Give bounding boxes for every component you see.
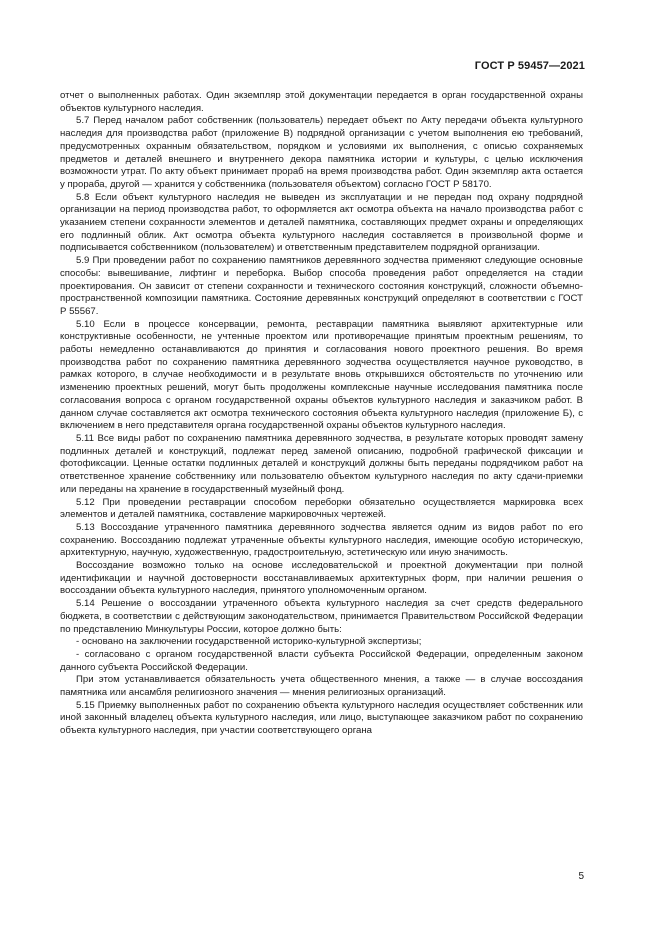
document-body [60,90,583,738]
paragraph-5-8: 5.8 Если объект культурного наследия не выведен из эксплуатации и не передан под охрану подрядной организации на период производства работ, то оформляется акт осмотра объекта на начало производства работ с указанием степени сохранности элементов и деталей памятника, составляющих предмет охраны и определяющих его подлинный облик. Акт осмотра объекта культурного наследия составляется в произвольной форме и подписывается собственником (пользователем) и ответственным представителем подрядной организации. [60,191,583,254]
paragraph-5-10: 5.10 Если в процессе консервации, ремонта, реставрации памятника выявляют архитектурные или конструктивные особенности, не учтенные проектом или противоречащие принятым проектным решениям, то работы немедленно останавливаются до принятия и согласования нового проектного решения. Во время производства работ по сохранению памятника деревянного зодчества осуществляется научное руководство, в рамках которого, в случае необходимости и в результате вновь открывшихся обстоятельств по уточнению или изменению проектных решений, могут быть продолжены комплексные научные исследования памятника после согласования вопроса с органом государственной охраны объектов культурного наследия и заказчиком работ. В данном случае составляется акт осмотра технического состояния объекта культурного наследия (приложение Б), с включением в него представителя органа государственной охраны объектов культурного наследия. [60,318,583,432]
paragraph-5-9: 5.9 При проведении работ по сохранению памятников деревянного зодчества применяют следующие основные способы: вывешивание, лифтинг и переборка. Выбор способа проведения работ определяется на стадии проектирования. Он зависит от степени сохранности и технического состояния конструкций, сложности объемно-пространственной композиции памятника. Состояние деревянных конструкций определяют в соответствии с ГОСТ Р 55567. [60,255,583,317]
paragraph-5-7: 5.7 Перед началом работ собственник (пользователь) передает объект по Акту передачи объекта культурного наследия для производства работ (приложение В) подрядной организации с учетом выполнения ею требований, предусмотренных охранным обязательством, порядком и условиями их выполнения, с описью сохраняемых предметов и деталей внешнего и внутреннего декора памятника истории и культуры, с целью исключения возможности утрат. По акту объект принимает прораб на время производства работ. Один экземпляр акта остается у прораба, другой — хранится у собственника (пользователя объектом) согласно ГОСТ Р 58170. [60,115,583,190]
list-item-expertise: - основано на заключении государственной историко-культурной экспертизы; [76,636,422,648]
paragraph-5-13: 5.13 Воссоздание утраченного памятника деревянного зодчества является одним из видов работ по его сохранению. Воссозданию подлежат утраченные объекты культурного наследия, имеющие особую историческую, архитектурную, научную, художественную, градостроительную, эстетическую или иную значимость. [60,521,583,559]
paragraph-5-13-recreation: Воссоздание возможно только на основе исследовательской и проектной документации при полной идентификации и научной достоверности восстанавливаемых архитектурных форм, при наличии решения о воссоздании объекта культурного наследия, принятого уполномоченным органом. [60,560,583,597]
paragraph-5-12: 5.12 При проведении реставрации способом переборки обязательно осуществляется маркировка всех элементов и деталей памятника, составление маркировочных чертежей. [60,496,583,521]
list-item-agreement: - согласовано с органом государственной власти субъекта Российской Федерации, определенным законом данного субъекта Российской Федерации. [60,648,583,673]
paragraph-5-15: 5.15 Приемку выполненных работ по сохранению объекта культурного наследия осуществляет собственник или иной законный владелец объекта культурного наследия, или лицо, выступающее заказчиком работ по сохранению объекта культурного наследия, при участии соответствующего органа [60,699,583,737]
standard-designation: ГОСТ Р 59457—2021 [474,60,585,72]
paragraph-continuation: отчет о выполненных работах. Один экземпляр этой документации передается в орган государственной охраны объектов культурного наследия. [60,90,583,114]
paragraph-5-11: 5.11 Все виды работ по сохранению памятника деревянного зодчества, в результате которых проводят замену подлинных деталей и конструкций, подлежат перед заменой описанию, подробной графической фиксации и фотофиксации. Ценные остатки подлинных деталей и конструкций должны быть переданы подрядчиком работ на ответственное хранение собственнику или пользователю объектом культурного наследия по акту сдачи-приемки или переданы на хранение в государственный музейный фонд. [60,432,583,495]
paragraph-5-14: 5.14 Решение о воссоздании утраченного объекта культурного наследия за счет средств федерального бюджета, в соответствии с действующим законодательством, принимается Правительством Российской Федерации по представлению Минкультуры России, которое должно быть: [60,598,583,635]
page-number: 5 [578,871,584,882]
paragraph-public-opinion: При этом устанавливается обязательность учета общественного мнения, а также — в случае воссоздания памятника или ансамбля религиозного значения — мнения религиозных организаций. [60,674,583,699]
